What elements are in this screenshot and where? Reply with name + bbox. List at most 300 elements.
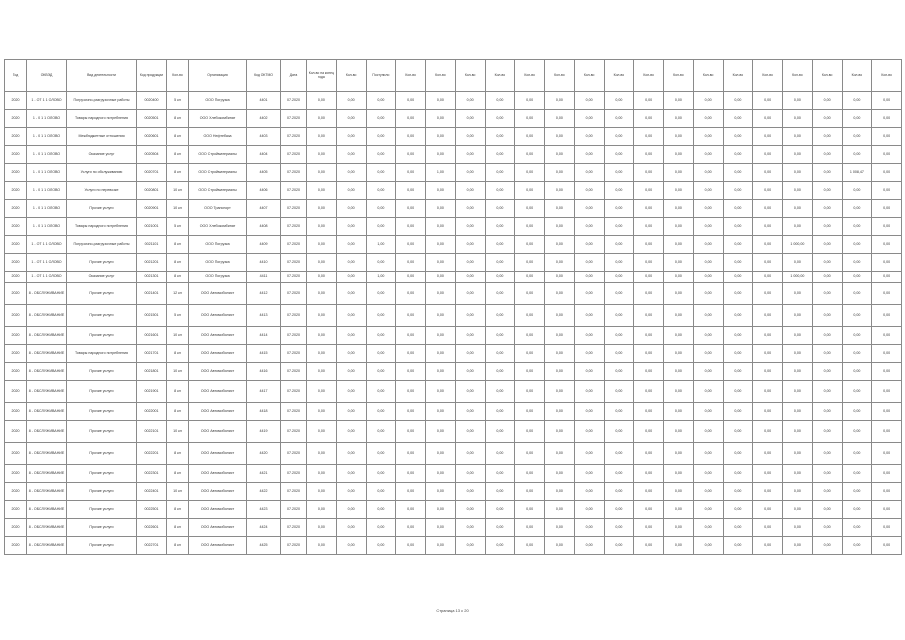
table-cell: Прочие услуги (67, 363, 137, 381)
column-header: Кол-во (872, 60, 902, 92)
table-cell: 0,00 (812, 381, 842, 403)
table-cell: 0,00 (664, 501, 694, 519)
table-cell: 0,00 (515, 381, 545, 403)
table-cell: ООО Автомобилист (189, 421, 247, 443)
table-cell: 0,00 (485, 110, 515, 128)
table-cell: 0,00 (693, 403, 723, 421)
table-cell: 0021801 (137, 363, 167, 381)
table-cell: 0,00 (485, 443, 515, 465)
table-cell: 0,00 (634, 363, 664, 381)
table-cell: 0,00 (515, 305, 545, 327)
table-cell: 8 кл (167, 403, 189, 421)
table-cell: 0,00 (693, 164, 723, 182)
table-cell: 0,00 (366, 200, 396, 218)
table-cell: 0,00 (693, 483, 723, 501)
table-cell: 0,00 (307, 218, 337, 236)
table-cell: 0,00 (753, 363, 783, 381)
table-cell: 0,00 (604, 283, 634, 305)
table-cell: 0,00 (634, 403, 664, 421)
table-cell: 10 кл (167, 421, 189, 443)
table-cell: 8 кл (167, 146, 189, 164)
table-cell: 2020 (5, 164, 27, 182)
table-cell: 0,00 (753, 381, 783, 403)
table-cell: 0,00 (872, 200, 902, 218)
page-number: Страница 13 с 20 (436, 608, 469, 613)
table-cell: 0,00 (812, 254, 842, 272)
table-cell: 0,00 (634, 443, 664, 465)
table-cell: 0,00 (485, 92, 515, 110)
table-cell: 0,00 (307, 483, 337, 501)
table-cell: 0,00 (336, 128, 366, 146)
table-cell: 0,00 (396, 182, 426, 200)
table-cell: ООО Автомобилист (189, 465, 247, 483)
table-cell: 0,00 (396, 236, 426, 254)
table-cell: 0,00 (872, 363, 902, 381)
column-header: Кол-во (812, 60, 842, 92)
table-cell: 2020 (5, 345, 27, 363)
table-row (5, 483, 902, 501)
table-cell: 0,00 (634, 272, 664, 283)
table-cell: 0,00 (872, 182, 902, 200)
table-cell: 0,00 (604, 254, 634, 272)
table-cell: Товары народного потребления (67, 218, 137, 236)
table-cell: 0,00 (812, 305, 842, 327)
table-cell: 0,00 (872, 483, 902, 501)
table-cell: 2020 (5, 403, 27, 421)
table-row (5, 403, 902, 421)
table-cell: 07.2020 (281, 110, 307, 128)
table-header-row (5, 60, 902, 92)
table-cell: 0,00 (396, 403, 426, 421)
table-cell: 0,00 (872, 519, 902, 537)
table-cell: 07.2020 (281, 327, 307, 345)
table-cell: 0021401 (137, 283, 167, 305)
table-cell: 0,00 (455, 110, 485, 128)
table-cell: Погрузочно-разгрузочные работы (67, 236, 137, 254)
table-cell: 0,00 (812, 501, 842, 519)
table-cell: 0,00 (307, 305, 337, 327)
table-cell: 0,00 (307, 200, 337, 218)
table-cell: 0,00 (574, 443, 604, 465)
table-cell: 2020 (5, 146, 27, 164)
table-cell: 0,00 (812, 283, 842, 305)
table-cell: 0,00 (426, 537, 456, 555)
table-cell: 0,00 (664, 128, 694, 146)
table-cell: 0,00 (872, 92, 902, 110)
table-cell: 4420 (247, 443, 281, 465)
table-cell: 0,00 (307, 182, 337, 200)
table-cell: 0,00 (634, 345, 664, 363)
table-cell: 4416 (247, 363, 281, 381)
table-cell: 2020 (5, 537, 27, 555)
table-cell: 0,00 (485, 272, 515, 283)
table-cell: 0,00 (515, 254, 545, 272)
table-cell: 0,00 (872, 110, 902, 128)
table-cell: 2020 (5, 421, 27, 443)
table-cell: 1 - 0 1 1 ОЛОВО (27, 110, 67, 128)
table-cell: 0,00 (753, 236, 783, 254)
table-cell: 0,00 (753, 272, 783, 283)
table-cell: 0,00 (574, 182, 604, 200)
table-cell: 0,00 (604, 537, 634, 555)
table-cell: 0,00 (693, 110, 723, 128)
table-cell: 0,00 (723, 381, 753, 403)
table-cell: 0,00 (307, 164, 337, 182)
table-cell: 0,00 (426, 483, 456, 501)
table-cell: 0,00 (515, 421, 545, 443)
table-cell: 0,00 (723, 164, 753, 182)
table-cell: 0,00 (723, 92, 753, 110)
table-cell: 0,00 (426, 363, 456, 381)
table-cell: 8 - ОБСЛУЖИВАНИЕ (27, 283, 67, 305)
table-cell: 0,00 (634, 421, 664, 443)
table-cell: 0,00 (842, 519, 872, 537)
data-table (4, 59, 902, 555)
table-cell: 0,00 (336, 182, 366, 200)
table-cell: 0,00 (336, 403, 366, 421)
table-cell: 0,00 (723, 403, 753, 421)
table-cell: 0,00 (455, 381, 485, 403)
table-cell: Товары народного потребления (67, 345, 137, 363)
table-cell: 0,00 (604, 200, 634, 218)
table-cell: 0,00 (812, 519, 842, 537)
table-cell: 0,00 (604, 218, 634, 236)
table-cell: 0,00 (396, 363, 426, 381)
table-cell: 0,00 (545, 254, 575, 272)
column-header: Код продукции (137, 60, 167, 92)
table-cell: 0,00 (307, 272, 337, 283)
table-cell: 0,00 (574, 254, 604, 272)
table-cell: 4410 (247, 254, 281, 272)
table-row (5, 501, 902, 519)
table-cell: 8 кл (167, 519, 189, 537)
table-cell: 0,00 (842, 443, 872, 465)
table-cell: 0,00 (574, 403, 604, 421)
table-cell: 0,00 (574, 218, 604, 236)
table-cell: 0,00 (515, 110, 545, 128)
table-cell: 0,00 (723, 182, 753, 200)
table-cell: 0,00 (634, 146, 664, 164)
table-row (5, 200, 902, 218)
table-cell: 0,00 (485, 421, 515, 443)
table-cell: 0,00 (812, 465, 842, 483)
column-header: Кол-во на конец года (307, 60, 337, 92)
table-cell: 0,00 (634, 236, 664, 254)
table-cell: 0,00 (336, 218, 366, 236)
table-cell: 0,00 (723, 218, 753, 236)
table-cell: 0,00 (396, 92, 426, 110)
table-cell: 0,00 (545, 381, 575, 403)
table-cell: 0,00 (307, 283, 337, 305)
table-cell: 1 000,00 (783, 272, 813, 283)
table-cell: 0,00 (753, 110, 783, 128)
table-cell: 1 - 0 1 1 ОЛОВО (27, 128, 67, 146)
table-cell: 2020 (5, 465, 27, 483)
table-cell: 0022401 (137, 483, 167, 501)
table-cell: 0,00 (545, 182, 575, 200)
table-cell: 0,00 (753, 483, 783, 501)
table-cell: 0,00 (753, 182, 783, 200)
table-cell: 0,00 (545, 272, 575, 283)
table-cell: 0,00 (455, 283, 485, 305)
table-cell: 0,00 (574, 381, 604, 403)
table-cell: 0,00 (753, 164, 783, 182)
table-cell: 0,00 (872, 501, 902, 519)
table-cell: 0,00 (396, 128, 426, 146)
table-cell: 0,00 (455, 519, 485, 537)
table-cell: 0,00 (515, 537, 545, 555)
table-cell: 0,00 (664, 236, 694, 254)
table-cell: 0,00 (634, 519, 664, 537)
table-cell: 0,00 (664, 272, 694, 283)
table-cell: 0,00 (336, 465, 366, 483)
table-cell: 0021501 (137, 305, 167, 327)
table-cell: 0,00 (574, 92, 604, 110)
table-cell: 0,00 (455, 272, 485, 283)
table-cell: 0,00 (574, 421, 604, 443)
table-cell: 0,00 (485, 283, 515, 305)
table-cell: 0,00 (604, 272, 634, 283)
table-cell: 0,00 (545, 403, 575, 421)
table-cell: ООО Автомобилист (189, 363, 247, 381)
table-cell: 0,00 (604, 128, 634, 146)
table-cell: 0,00 (485, 236, 515, 254)
table-cell: 1 - 0 1 1 ОЛОВО (27, 146, 67, 164)
table-cell: 2020 (5, 305, 27, 327)
table-cell: 0,00 (812, 537, 842, 555)
table-cell: 8 кл (167, 537, 189, 555)
table-cell: 07.2020 (281, 483, 307, 501)
table-cell: 5 кл (167, 305, 189, 327)
table-cell: Прочие услуги (67, 200, 137, 218)
table-cell: 0,00 (307, 443, 337, 465)
table-cell: 0,00 (485, 465, 515, 483)
table-cell: 0,00 (753, 443, 783, 465)
table-cell: 0,00 (366, 128, 396, 146)
table-cell: 07.2020 (281, 236, 307, 254)
table-cell: 0,00 (693, 182, 723, 200)
table-cell: 0,00 (693, 92, 723, 110)
table-cell: 0,00 (426, 345, 456, 363)
table-cell: 0,00 (723, 200, 753, 218)
table-cell: 0,00 (634, 254, 664, 272)
table-cell: 0,00 (574, 146, 604, 164)
table-cell: ООО Погрузка (189, 254, 247, 272)
table-cell: 0,00 (545, 128, 575, 146)
table-cell: ООО Транспорт (189, 200, 247, 218)
table-row (5, 128, 902, 146)
table-cell: 0,00 (396, 200, 426, 218)
table-cell: 0,00 (366, 403, 396, 421)
table-cell: 1 008,47 (842, 164, 872, 182)
table-cell: 0,00 (872, 254, 902, 272)
table-cell: 2020 (5, 443, 27, 465)
table-cell: 0,00 (396, 164, 426, 182)
table-cell: ООО Автомобилист (189, 519, 247, 537)
table-cell: 0,00 (723, 254, 753, 272)
table-cell: 0,00 (366, 218, 396, 236)
table-cell: 07.2020 (281, 182, 307, 200)
table-cell: Прочие услуги (67, 327, 137, 345)
table-cell: 0,00 (396, 519, 426, 537)
table-cell: 2020 (5, 283, 27, 305)
table-cell: 0,00 (485, 218, 515, 236)
table-cell: 0,00 (812, 443, 842, 465)
table-cell: 0,00 (574, 272, 604, 283)
table-cell: 2020 (5, 110, 27, 128)
table-cell: 0,00 (515, 403, 545, 421)
table-cell: ООО Автомобилист (189, 443, 247, 465)
table-cell: 0,00 (485, 381, 515, 403)
table-cell: 0,00 (426, 110, 456, 128)
table-cell: 0,00 (693, 465, 723, 483)
table-cell: 4417 (247, 381, 281, 403)
table-cell: 0,00 (515, 128, 545, 146)
table-cell: 2020 (5, 519, 27, 537)
table-cell: 0,00 (723, 283, 753, 305)
table-cell: 0,00 (872, 443, 902, 465)
table-cell: 0,00 (693, 200, 723, 218)
table-cell: 0,00 (426, 421, 456, 443)
table-cell: 0,00 (783, 327, 813, 345)
table-cell: 0,00 (455, 236, 485, 254)
table-row (5, 254, 902, 272)
table-cell: ООО Погрузка (189, 272, 247, 283)
table-cell: 07.2020 (281, 465, 307, 483)
table-cell: 0,00 (783, 92, 813, 110)
table-cell: 0,00 (604, 345, 634, 363)
table-cell: 0,00 (455, 128, 485, 146)
table-cell: 0,00 (872, 381, 902, 403)
table-row (5, 537, 902, 555)
table-cell: 0,00 (396, 465, 426, 483)
table-cell: 0,00 (545, 363, 575, 381)
table-cell: Межбюджетные отношения (67, 128, 137, 146)
table-cell: 0,00 (455, 327, 485, 345)
table-cell: 0022001 (137, 403, 167, 421)
table-cell: 0,00 (426, 443, 456, 465)
table-cell: 4408 (247, 218, 281, 236)
table-cell: 2020 (5, 200, 27, 218)
table-cell: 0,00 (485, 327, 515, 345)
table-cell: 0,00 (396, 146, 426, 164)
table-cell: 0,00 (723, 236, 753, 254)
table-cell: 0,00 (366, 381, 396, 403)
table-cell: 0,00 (455, 305, 485, 327)
table-cell: 4406 (247, 182, 281, 200)
table-cell: Товары народного потребления (67, 110, 137, 128)
table-cell: 0,00 (426, 283, 456, 305)
table-cell: 0,00 (664, 92, 694, 110)
table-cell: 0,00 (545, 92, 575, 110)
table-cell: 0,00 (812, 110, 842, 128)
table-cell: 0,00 (515, 327, 545, 345)
table-cell: 0,00 (664, 146, 694, 164)
table-cell: 0,00 (515, 272, 545, 283)
table-cell: Прочие услуги (67, 381, 137, 403)
column-header: Кол-во (336, 60, 366, 92)
table-cell: 0,00 (396, 345, 426, 363)
table-cell: 0,00 (842, 381, 872, 403)
table-cell: 4418 (247, 403, 281, 421)
table-cell: 0020901 (137, 200, 167, 218)
table-cell: Прочие услуги (67, 254, 137, 272)
table-cell: 1 - ОТ 1 1 ОЛОВО (27, 92, 67, 110)
table-cell: 0,00 (545, 465, 575, 483)
table-cell: ООО Погрузка (189, 236, 247, 254)
table-cell: 0,00 (783, 465, 813, 483)
table-cell: 1 - 0 1 1 ОЛОВО (27, 218, 67, 236)
table-cell: 1,00 (366, 236, 396, 254)
table-row (5, 110, 902, 128)
table-cell: 0,00 (723, 443, 753, 465)
table-cell: 0,00 (307, 92, 337, 110)
table-cell: 0,00 (366, 327, 396, 345)
table-cell: 0,00 (634, 381, 664, 403)
table-cell: 0,00 (485, 200, 515, 218)
table-cell: 0,00 (396, 381, 426, 403)
table-cell: 0020701 (137, 164, 167, 182)
table-cell: 0,00 (872, 327, 902, 345)
table-cell: 0,00 (664, 327, 694, 345)
table-row (5, 363, 902, 381)
table-cell: 0,00 (783, 283, 813, 305)
table-cell: 0,00 (723, 272, 753, 283)
table-cell: 2020 (5, 381, 27, 403)
table-cell: 1 000,00 (783, 236, 813, 254)
table-cell: 0,00 (455, 200, 485, 218)
table-cell: 0,00 (485, 537, 515, 555)
table-cell: 0,00 (515, 164, 545, 182)
table-cell: 0,00 (366, 182, 396, 200)
table-cell: 0,00 (426, 128, 456, 146)
table-cell: 0,00 (545, 146, 575, 164)
table-cell: 0021101 (137, 236, 167, 254)
table-cell: 0,00 (515, 200, 545, 218)
table-cell: 0,00 (336, 363, 366, 381)
table-cell: 4411 (247, 272, 281, 283)
column-header: Кол-во (485, 60, 515, 92)
table-cell: 0,00 (336, 537, 366, 555)
table-cell: 4401 (247, 92, 281, 110)
table-cell: 0,00 (842, 182, 872, 200)
table-cell: 8 - ОБСЛУЖИВАНИЕ (27, 465, 67, 483)
column-header: Кол-во (842, 60, 872, 92)
table-cell: 0,00 (842, 345, 872, 363)
table-cell: 0,00 (455, 164, 485, 182)
table-cell: 0,00 (574, 483, 604, 501)
table-cell: 0,00 (485, 483, 515, 501)
column-header: Кол-во (167, 60, 189, 92)
table-cell: 0,00 (545, 283, 575, 305)
table-cell: 07.2020 (281, 421, 307, 443)
column-header: Кол-во (783, 60, 813, 92)
table-cell: 0,00 (812, 128, 842, 146)
table-cell: 0,00 (455, 465, 485, 483)
table-cell: 0,00 (604, 182, 634, 200)
table-row (5, 327, 902, 345)
table-cell: 0,00 (634, 327, 664, 345)
table-cell: 0,00 (693, 146, 723, 164)
table-cell: 0,00 (574, 283, 604, 305)
table-cell: 0,00 (515, 519, 545, 537)
table-cell: 0,00 (812, 200, 842, 218)
table-cell: 4415 (247, 345, 281, 363)
table-cell: ООО Стройматериалы (189, 182, 247, 200)
column-header: Вид деятельности (67, 60, 137, 92)
table-cell: 0,00 (753, 501, 783, 519)
table-cell: 0,00 (664, 381, 694, 403)
